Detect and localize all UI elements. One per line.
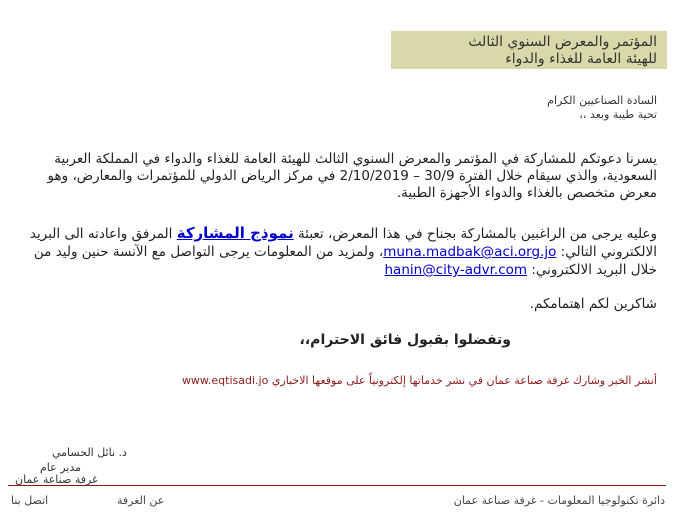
salutation-regards: تحية طيبة وبعد ،، <box>579 108 657 121</box>
participation-text-1: وعليه يرجى من الراغبين بالمشاركة بجناح في هذا المعرض، تعبئة <box>298 226 657 242</box>
salutation-greeting: السادة الصناعيين الكرام <box>547 94 657 107</box>
participation-paragraph <box>7 224 657 279</box>
footer-department: دائرة تكنولوجيا المعلومات - غرفة صناعة عمان <box>453 494 665 507</box>
footer-about-link[interactable]: عن الغرفة <box>117 494 165 507</box>
signer-organization: غرفة صناعة عمان <box>15 473 98 486</box>
footer-contact-link[interactable]: اتصل بنا <box>11 494 49 507</box>
closing-text: وتفضلوا بقبول فائق الاحترام،، <box>299 332 511 348</box>
event-subtitle: للهيئة العامة للغذاء والدواء <box>505 51 657 67</box>
participation-text-3: ، ولمزيد من المعلومات يرجى التواصل مع الآنسة حنين وليد من خلال البريد الالكتروني: <box>33 244 657 278</box>
email-link-muna[interactable]: muna.madbak@aci.org.jo <box>383 244 557 260</box>
thanks-text: شاكرين لكم اهتمامكم. <box>529 296 657 312</box>
footer-divider <box>8 485 666 486</box>
share-news-line: أنشر الخبر وشارك غرفة صناعة عمان في نشر خدماتها إلكترونياً على موقعها الاخباري www.eqtisadi.jo <box>181 374 657 387</box>
participation-text-2: المرفق واعادته الى البريد الالكتروني التالي: <box>29 226 657 260</box>
invitation-paragraph: يسرنا دعوتكم للمشاركة في المؤتمر والمعرض السنوي الثالث للهيئة العامة للغذاء والدواء في المملكة العربية السعودية، والذي سيقام خلال الفترة 30/9 – 2/10/2019 في مركز الرياض الدولي للمؤتمرات والمعارض، وهو معرض متخصص بالغذاء والدواء الأجهزة الطبية. <box>47 151 657 201</box>
signer-title: مدير عام <box>40 461 82 474</box>
signer-name: د. نائل الحسامي <box>52 446 127 459</box>
participation-form-link[interactable]: نموذج المشاركة <box>176 224 294 242</box>
event-title: المؤتمر والمعرض السنوي الثالث <box>468 34 657 50</box>
email-link-hanin[interactable]: hanin@city-advr.com <box>384 262 528 278</box>
